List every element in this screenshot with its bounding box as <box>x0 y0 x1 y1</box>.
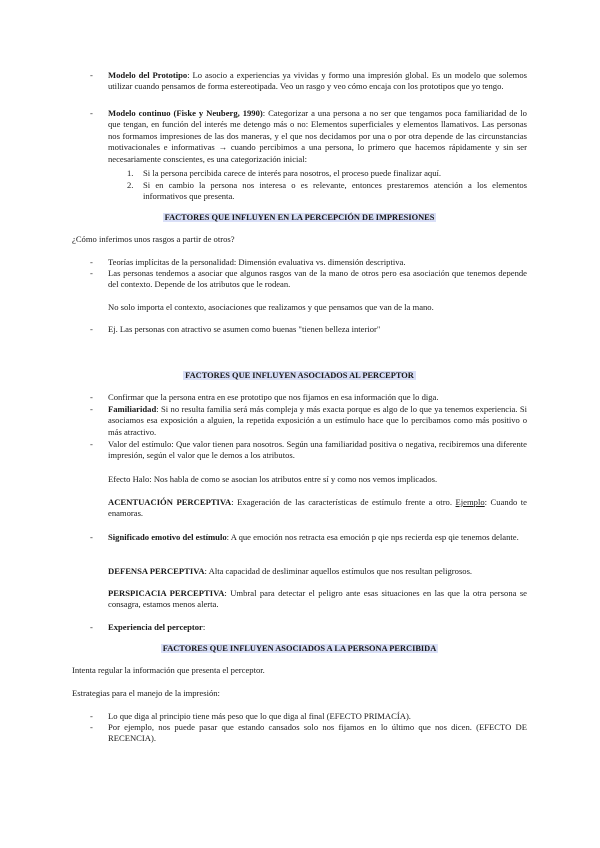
list-number: 2. <box>127 180 134 190</box>
term-prototipo: Modelo del Prototipo <box>108 70 188 80</box>
example-label: Ejemplo <box>455 497 485 507</box>
note-text: No solo importa el contexto, asociaciones que realizamos y que pensamos que van de la mano. <box>108 302 434 312</box>
halo-text: Efecto Halo: Nos habla de como se asocian los atributos entre sí y como nos vemos implicados. <box>108 474 438 484</box>
item-text: : Umbral para detectar el peligro ante esas situaciones en las que la otra persona se consagra, estamos menos alerta. <box>108 588 527 610</box>
item-text: : Lo asocio a experiencias ya vividas y formo una impresión global. Es un modelo que solemos utilizar cuando pensamos de forma estereotipada. Veo un rasgo y veo cómo encaja con los prototipos que yo tengo. <box>108 70 527 92</box>
term-defensa: DEFENSA PERCEPTIVA <box>108 566 205 576</box>
bullet-dash: - <box>90 711 93 721</box>
section-heading <box>72 212 527 224</box>
bullet-dash: - <box>90 324 93 334</box>
list-item-ejemplo: Ej. Las personas con atractivo se asumen como buenas "tienen belleza interior" <box>108 324 381 334</box>
paragraph-text: Intenta regular la información que presenta el perceptor. <box>72 665 265 675</box>
bullet-dash: - <box>90 532 93 542</box>
term-acentuacion: ACENTUACIÓN PERCEPTIVA <box>108 497 232 507</box>
acentuacion-text <box>108 497 527 520</box>
perspicacia-text <box>108 588 527 611</box>
bullet-dash: - <box>90 622 93 632</box>
section-heading <box>72 370 527 382</box>
list-number: 1. <box>127 168 134 178</box>
item-text: : Exageración de las características de estímulo frente a otro. <box>231 497 453 507</box>
list-item-asociacion: Las personas tendemos a asociar que algunos rasgos van de la mano de otros pero esa asociación que tenemos depende del contexto. Depende de los atributos que le rodean. <box>108 268 527 290</box>
list-item-valor: Valor del estímulo: Que valor tienen para nosotros. Según una familiaridad positiva o negativa, recibiremos una diferente impresión, según el valor que le demos a los atributos. <box>108 439 527 461</box>
term-familiaridad: Familiaridad <box>108 404 157 414</box>
item-text: : Cuando te enamoras. <box>108 497 528 519</box>
numbered-item-2: Si en cambio la persona nos interesa o es relevante, entonces prestaremos atención a los elementos informativos que presenta. <box>143 180 527 202</box>
term-perspicacia: PERSPICACIA PERCEPTIVA <box>108 588 225 598</box>
heading-text: FACTORES QUE INFLUYEN ASOCIADOS AL PERCEPTOR <box>185 371 414 380</box>
list-item-familiaridad <box>108 404 527 438</box>
list-item-significado <box>108 532 527 543</box>
list-item-recencia: Por ejemplo, nos puede pasar que estando cansados solo nos fijamos en lo último que nos dicen. (EFECTO DE RECENCIA). <box>108 722 527 744</box>
list-item-modelo-continuo <box>108 108 527 165</box>
bullet-dash: - <box>90 70 93 80</box>
item-text: : Si no resulta familia será más compleja y más exacta porque es algo de lo que ya tenemos experiencia. Si asociamos esa exposición a alguien, la repetida exposición a un estímulo hace que lo percibamos como más positivo o más atractivo. <box>108 404 527 437</box>
bullet-dash: - <box>90 404 93 414</box>
numbered-item-1: Si la persona percibida carece de interés para nosotros, el proceso puede finalizar aquí. <box>143 168 442 178</box>
bullet-dash: - <box>90 257 93 267</box>
heading-text: FACTORES QUE INFLUYEN EN LA PERCEPCIÓN DE IMPRESIONES <box>164 213 435 222</box>
question-text: ¿Cómo inferimos unos rasgos a partir de otros? <box>72 234 235 244</box>
item-text: : Categorizar a una persona a no ser que tengamos poca familiaridad de lo que tengan, en función del interés me detengo más o no: Elementos superficiales y elementos llamativos. Las personas nos formamos impresiones de las dos maneras, y el que nos decidamos por una o por otra depende de las circunstancias motivacionales e informativas → cuando percibimos a una persona, lo primero que hacemos rápidamente y sin ser necesariamente conscientes, es una categorización inicial: <box>108 108 527 164</box>
bullet-dash: - <box>90 392 93 402</box>
term-experiencia: Experiencia del perceptor <box>108 622 203 632</box>
bullet-dash: - <box>90 439 93 449</box>
bullet-dash: - <box>90 722 93 732</box>
section-heading <box>72 643 527 655</box>
term-modelo-continuo: Modelo continuo (Fiske y Neuberg, 1990) <box>108 108 263 118</box>
item-text: : A que emoción nos retracta esa emoción p qie nps recierda esp qie tenemos delante. <box>226 532 519 542</box>
list-item-prototipo <box>108 70 527 93</box>
defensa-text <box>108 566 527 577</box>
list-item-confirmar: Confirmar que la persona entra en ese prototipo que nos fijamos en esa información que lo diga. <box>108 392 439 402</box>
item-text: : <box>202 622 206 632</box>
list-item-experiencia <box>108 622 527 633</box>
item-text: : Alta capacidad de desliminar aquellos estímulos que nos resultan peligrosos. <box>204 566 473 576</box>
term-significado: Significado emotivo del estímulo <box>108 532 227 542</box>
bullet-dash: - <box>90 108 93 118</box>
heading-text: FACTORES QUE INFLUYEN ASOCIADOS A LA PERSONA PERCIBIDA <box>162 644 437 653</box>
bullet-dash: - <box>90 268 93 278</box>
list-item-primacia: Lo que diga al principio tiene más peso que lo que diga al final (EFECTO PRIMACÍA). <box>108 711 411 721</box>
paragraph-text: Estrategias para el manejo de la impresión: <box>72 688 220 698</box>
list-item-teorias: Teorías implícitas de la personalidad: Dimensión evaluativa vs. dimensión descriptiva. <box>108 257 406 267</box>
